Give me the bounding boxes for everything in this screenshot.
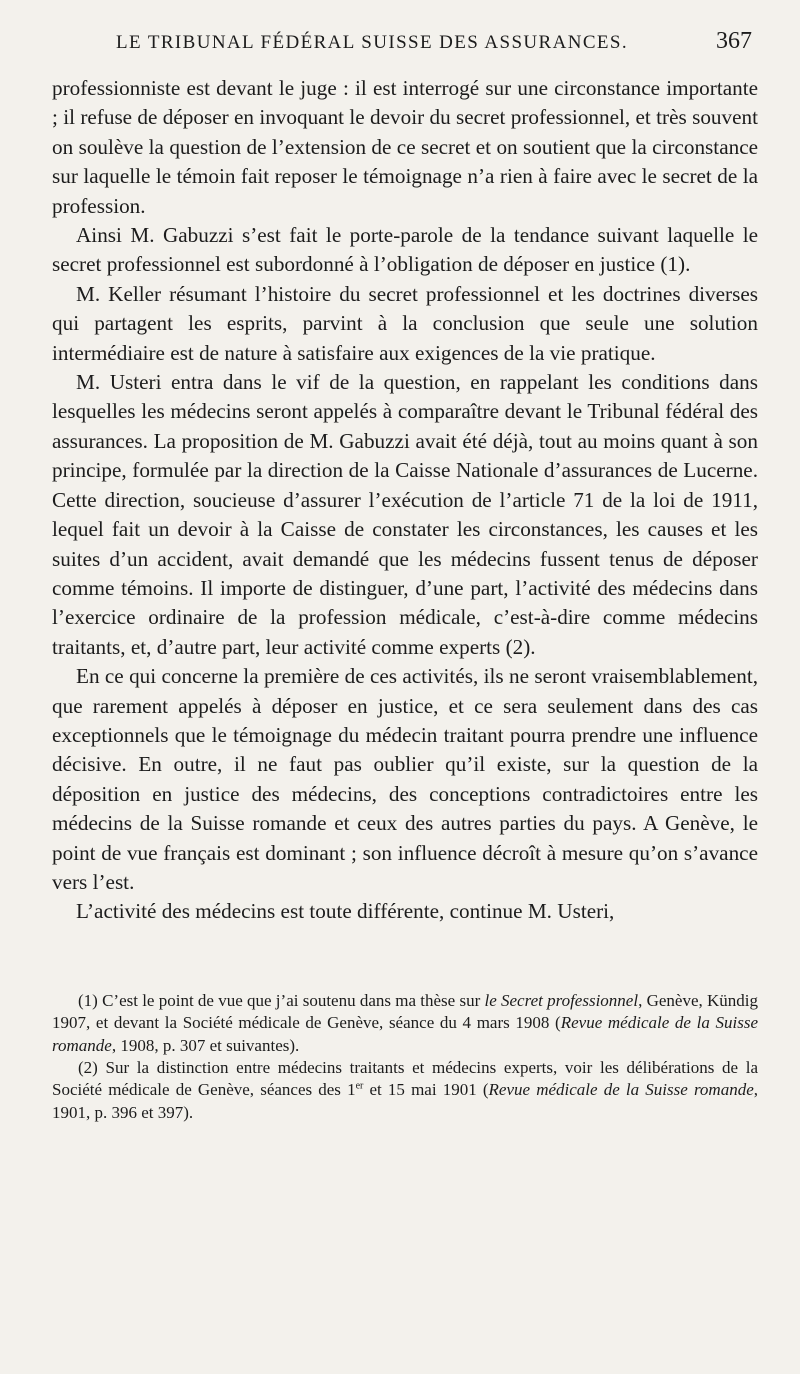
- body-text: [52, 74, 758, 927]
- paragraph: M. Usteri entra dans le vif de la question, en rappelant les conditions dans lesquelles les médecins seront appelés à comparaître devant le Tribunal fédéral des assurances. La proposition de M. Gabuzzi avait été déjà, tout au moins quant à son principe, formulée par la direction de la Caisse Nationale d’assurances de Lucerne. Cette direction, soucieuse d’assurer l’exécution de l’article 71 de la loi de 1911, lequel fait un devoir à la Caisse de constater les circonstances, les causes et les suites d’un accident, avait demandé que les médecins fussent tenus de déposer comme témoins. Il importe de distinguer, d’une part, l’activité des médecins dans l’exercice ordinaire de la profession médicale, c’est-à-dire comme médecins traitants, et, d’autre part, leur activité comme experts (2).: [52, 370, 758, 659]
- page-number: 367: [716, 28, 752, 54]
- footnote-superscript: er: [355, 1080, 364, 1092]
- footnote-text: (1) C’est le point de vue que j’ai soutenu dans ma thèse sur: [78, 990, 485, 1010]
- paragraph: En ce qui concerne la première de ces activités, ils ne seront vraisemblablement, que rarement appelés à déposer en justice, et ce sera seulement dans des cas exceptionnels que le témoignage du médecin traitant pourra prendre une influence décisive. En outre, il ne faut pas oublier qu’il existe, sur la question de la déposition en justice des médecins, des conceptions contradictoires entre les médecins de la Suisse romande et ceux des autres parties du pays. A Genève, le point de vue français est dominant ; son influence décroît à mesure qu’on s’avance vers l’est.: [52, 664, 758, 894]
- running-head: [52, 28, 758, 74]
- footnote-title: le Secret professionnel: [484, 990, 639, 1010]
- footnote-1: [52, 990, 758, 1057]
- paragraph: Ainsi M. Gabuzzi s’est fait le porte-parole de la tendance suivant laquelle le secret professionnel est subordonné à l’obligation de déposer en justice (1).: [52, 223, 758, 277]
- footnote-text: (2) Sur la distinction entre médecins traitants et médecins experts, voir les délibérations de la Société médicale de Genève, séances des 1: [52, 1058, 758, 1100]
- footnotes: [52, 990, 758, 1124]
- footnote-text: , Genève, Kündig 1907, et devant la Société médicale de Genève, séance du 4 mars 1908 (: [52, 990, 758, 1033]
- running-title: LE TRIBUNAL FÉDÉRAL SUISSE DES ASSURANCES.: [116, 32, 629, 53]
- paragraph: L’activité des médecins est toute différente, continue M. Usteri,: [76, 899, 615, 924]
- footnote-text: et 15 mai 1901 (: [363, 1080, 489, 1100]
- footnote-title: Revue médicale de la Suisse romande: [488, 1080, 754, 1100]
- paragraph-continuation: professionniste est devant le juge : il est interrogé sur une circonstance importante ; il refuse de déposer en invoquant le devoir du secret professionnel, et très souvent on soulève la question de l’extension de ce secret et on soutient que la circonstance sur laquelle le témoin fait reposer le témoignage n’a rien à faire avec le secret de la profession.: [52, 76, 758, 218]
- footnote-title: Revue médicale de la Suisse romande: [52, 1013, 759, 1055]
- footnote-2: [52, 1057, 758, 1124]
- footnote-text: , 1908, p. 307 et suivantes).: [111, 1035, 300, 1055]
- footnote-text: , 1901, p. 396 et 397).: [52, 1080, 759, 1122]
- paragraph: M. Keller résumant l’histoire du secret professionnel et les doctrines diverses qui partagent les esprits, parvint à la conclusion que seule une solution intermédiaire est de nature à satisfaire aux exigences de la vie pratique.: [52, 281, 758, 365]
